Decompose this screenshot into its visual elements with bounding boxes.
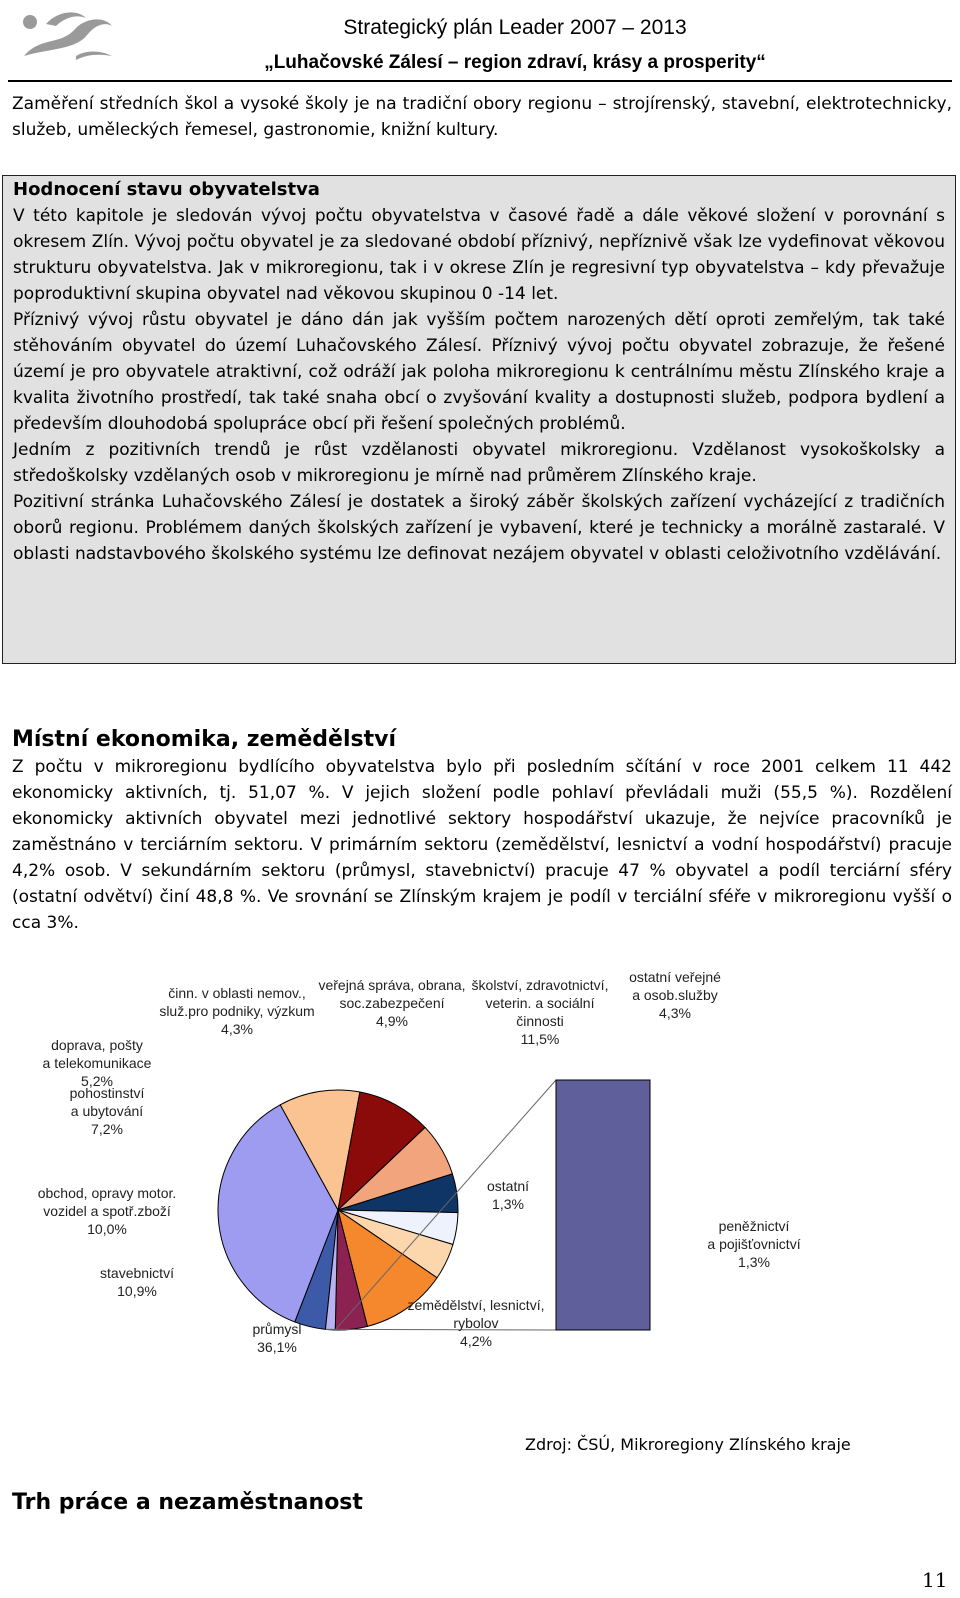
labor-heading: Trh práce a nezaměstnanost: [12, 1490, 363, 1515]
population-box-title: Hodnocení stavu obyvatelstva: [13, 179, 320, 200]
slice-category-label: a osob.služby: [632, 987, 718, 1003]
slice-category-label: ostatní: [486, 1178, 530, 1194]
slice-category-label: doprava, pošty: [51, 1037, 143, 1053]
population-summary-box: [2, 175, 956, 664]
population-paragraph: V této kapitole je sledován vývoj počtu obyvatelstva v časové řadě a dále věkové složení v porovnání s okresem Zlín. Vývoj počtu obyvatel je za sledované období příznivý, nepříznivě však lze vydefinovat věkovou strukturu obyvatelstva. Jak v mikroregionu, tak i v okrese Zlín je regresivní typ obyvatelstva – kdy převažuje poproduktivní skupina obyvatel nad věkovou skupinou 0 -14 let.: [13, 206, 945, 304]
population-paragraph: Pozitivní stránka Luhačovského Zálesí je dostatek a široký záběr školských zařízení vycházející z tradičních oborů regionu. Problémem daných školských zařízení je vybavení, které je technicky a morálně zastaralé. V oblasti nadstavbového školského systému lze definovat nezájem obyvatel v oblasti celoživotního vzdělávání.: [13, 492, 945, 564]
connector-line: [325, 1329, 556, 1330]
population-paragraph: Příznivý vývoj růstu obyvatel je dáno dán jak vyšším počtem narozených dětí oproti zemřelým, tak také stěhováním obyvatel do území Luhačovského Zálesí. Příznivý vývoj počtu obyvatel zobrazuje, že řešené území je pro obyvatele atraktivní, což odráží jak poloha mikroregionu k centrálnímu městu Zlínského kraje a kvalita životního prostředí, tak také snaha obcí o zvyšování kvality a dostupnosti služeb, podpora bydlení a především dlouhodobá spolupráce obcí při řešení společných problémů.: [13, 310, 945, 434]
header-divider: [8, 80, 952, 82]
slice-category-label: a ubytování: [70, 1103, 144, 1119]
slice-category-label: průmysl: [252, 1321, 302, 1337]
slice-value-label: 36,1%: [257, 1339, 297, 1355]
slice-category-label: veterin. a sociální: [485, 995, 595, 1011]
chart-source: Zdroj: ČSÚ, Mikroregiony Zlínského kraje: [525, 1435, 851, 1454]
leader-logo: [16, 6, 116, 66]
slice-category-label: obchod, opravy motor.: [37, 1185, 177, 1201]
slice-value-label: 4,2%: [460, 1333, 492, 1349]
slice-value-label: 4,3%: [659, 1005, 691, 1021]
slice-value-label: 1,3%: [492, 1196, 524, 1212]
slice-value-label: 4,9%: [376, 1013, 408, 1029]
population-paragraph: Jedním z pozitivních trendů je růst vzdělanosti obyvatel mikroregionu. Vzdělanost vysokoškolsky a středoškolsky vzdělaných osob v mikroregionu je mírně nad průměrem Zlínského kraje.: [13, 440, 945, 486]
slice-value-label: 4,3%: [221, 1021, 253, 1037]
document-series-title: Strategický plán Leader 2007 – 2013: [343, 16, 687, 39]
slice-value-label: 10,9%: [117, 1283, 157, 1299]
document-subtitle: „Luhačovské Zálesí – region zdraví, krásy a prosperity“: [264, 52, 766, 73]
slice-category-label: činn. v oblasti nemov.,: [168, 985, 306, 1001]
economy-heading: Místní ekonomika, zemědělství: [12, 727, 396, 752]
slice-value-label: 7,2%: [91, 1121, 123, 1137]
page-number: 11: [922, 1568, 948, 1592]
slice-category-label: a pojišťovnictví: [707, 1236, 801, 1252]
slice-category-label: soc.zabezpečení: [339, 995, 445, 1011]
slice-category-label: stavebnictví: [100, 1265, 174, 1281]
economy-paragraph: Z počtu v mikroregionu bydlícího obyvatelstva bylo při posledním sčítání v roce 2001 celkem 11 442 ekonomicky aktivních, tj. 51,07 %. V jejich složení podle pohlaví převládali muži (55,5 %). Rozdělení ekonomicky aktivních obyvatel mezi jednotlivé sektory hospodářství ukazuje, že nejvíce pracovníků je zaměstnáno v terciárním sektoru. V primárním sektoru (zemědělství, lesnictví a vodní hospodářství) pracuje 4,2% osob. V sekundárním sektoru (průmysl, stavebnictví) pracuje 47 % obyvatel a podíl terciární sféry (ostatní odvětví) činí 48,8 %. Ve srovnání se Zlínským krajem je podíl v terciální sféře v mikroregionu vyšší o cca 3%.: [12, 757, 952, 933]
slice-value-label: 5,2%: [81, 1073, 113, 1089]
slice-category-label: rybolov: [453, 1315, 499, 1331]
slice-category-label: školství, zdravotnictví,: [471, 977, 609, 993]
employment-pie-chart: [0, 960, 960, 1390]
slice-category-label: činnosti: [516, 1013, 564, 1029]
slice-value-label: 11,5%: [520, 1031, 560, 1047]
slice-category-label: služ.pro podniky, výzkum: [159, 1003, 315, 1019]
slice-category-label: pohostinství: [69, 1085, 145, 1101]
intro-paragraph: Zaměření středních škol a vysoké školy je na tradiční obory regionu – strojírenský, stavební, elektrotechnicky, služeb, uměleckých řemesel, gastronomie, knižní kultury.: [12, 94, 952, 140]
slice-category-label: ostatní veřejné: [629, 969, 721, 985]
slice-value-label: 1,3%: [738, 1254, 770, 1270]
bar-segment: [556, 1080, 650, 1330]
slice-category-label: vozidel a spotř.zboží: [43, 1203, 171, 1219]
slice-value-label: 10,0%: [87, 1221, 127, 1237]
slice-category-label: veřejná správa, obrana,: [318, 977, 466, 993]
slice-category-label: peněžnictví: [718, 1218, 790, 1234]
slice-category-label: zemědělství, lesnictví,: [407, 1297, 545, 1313]
slice-category-label: a telekomunikace: [42, 1055, 152, 1071]
